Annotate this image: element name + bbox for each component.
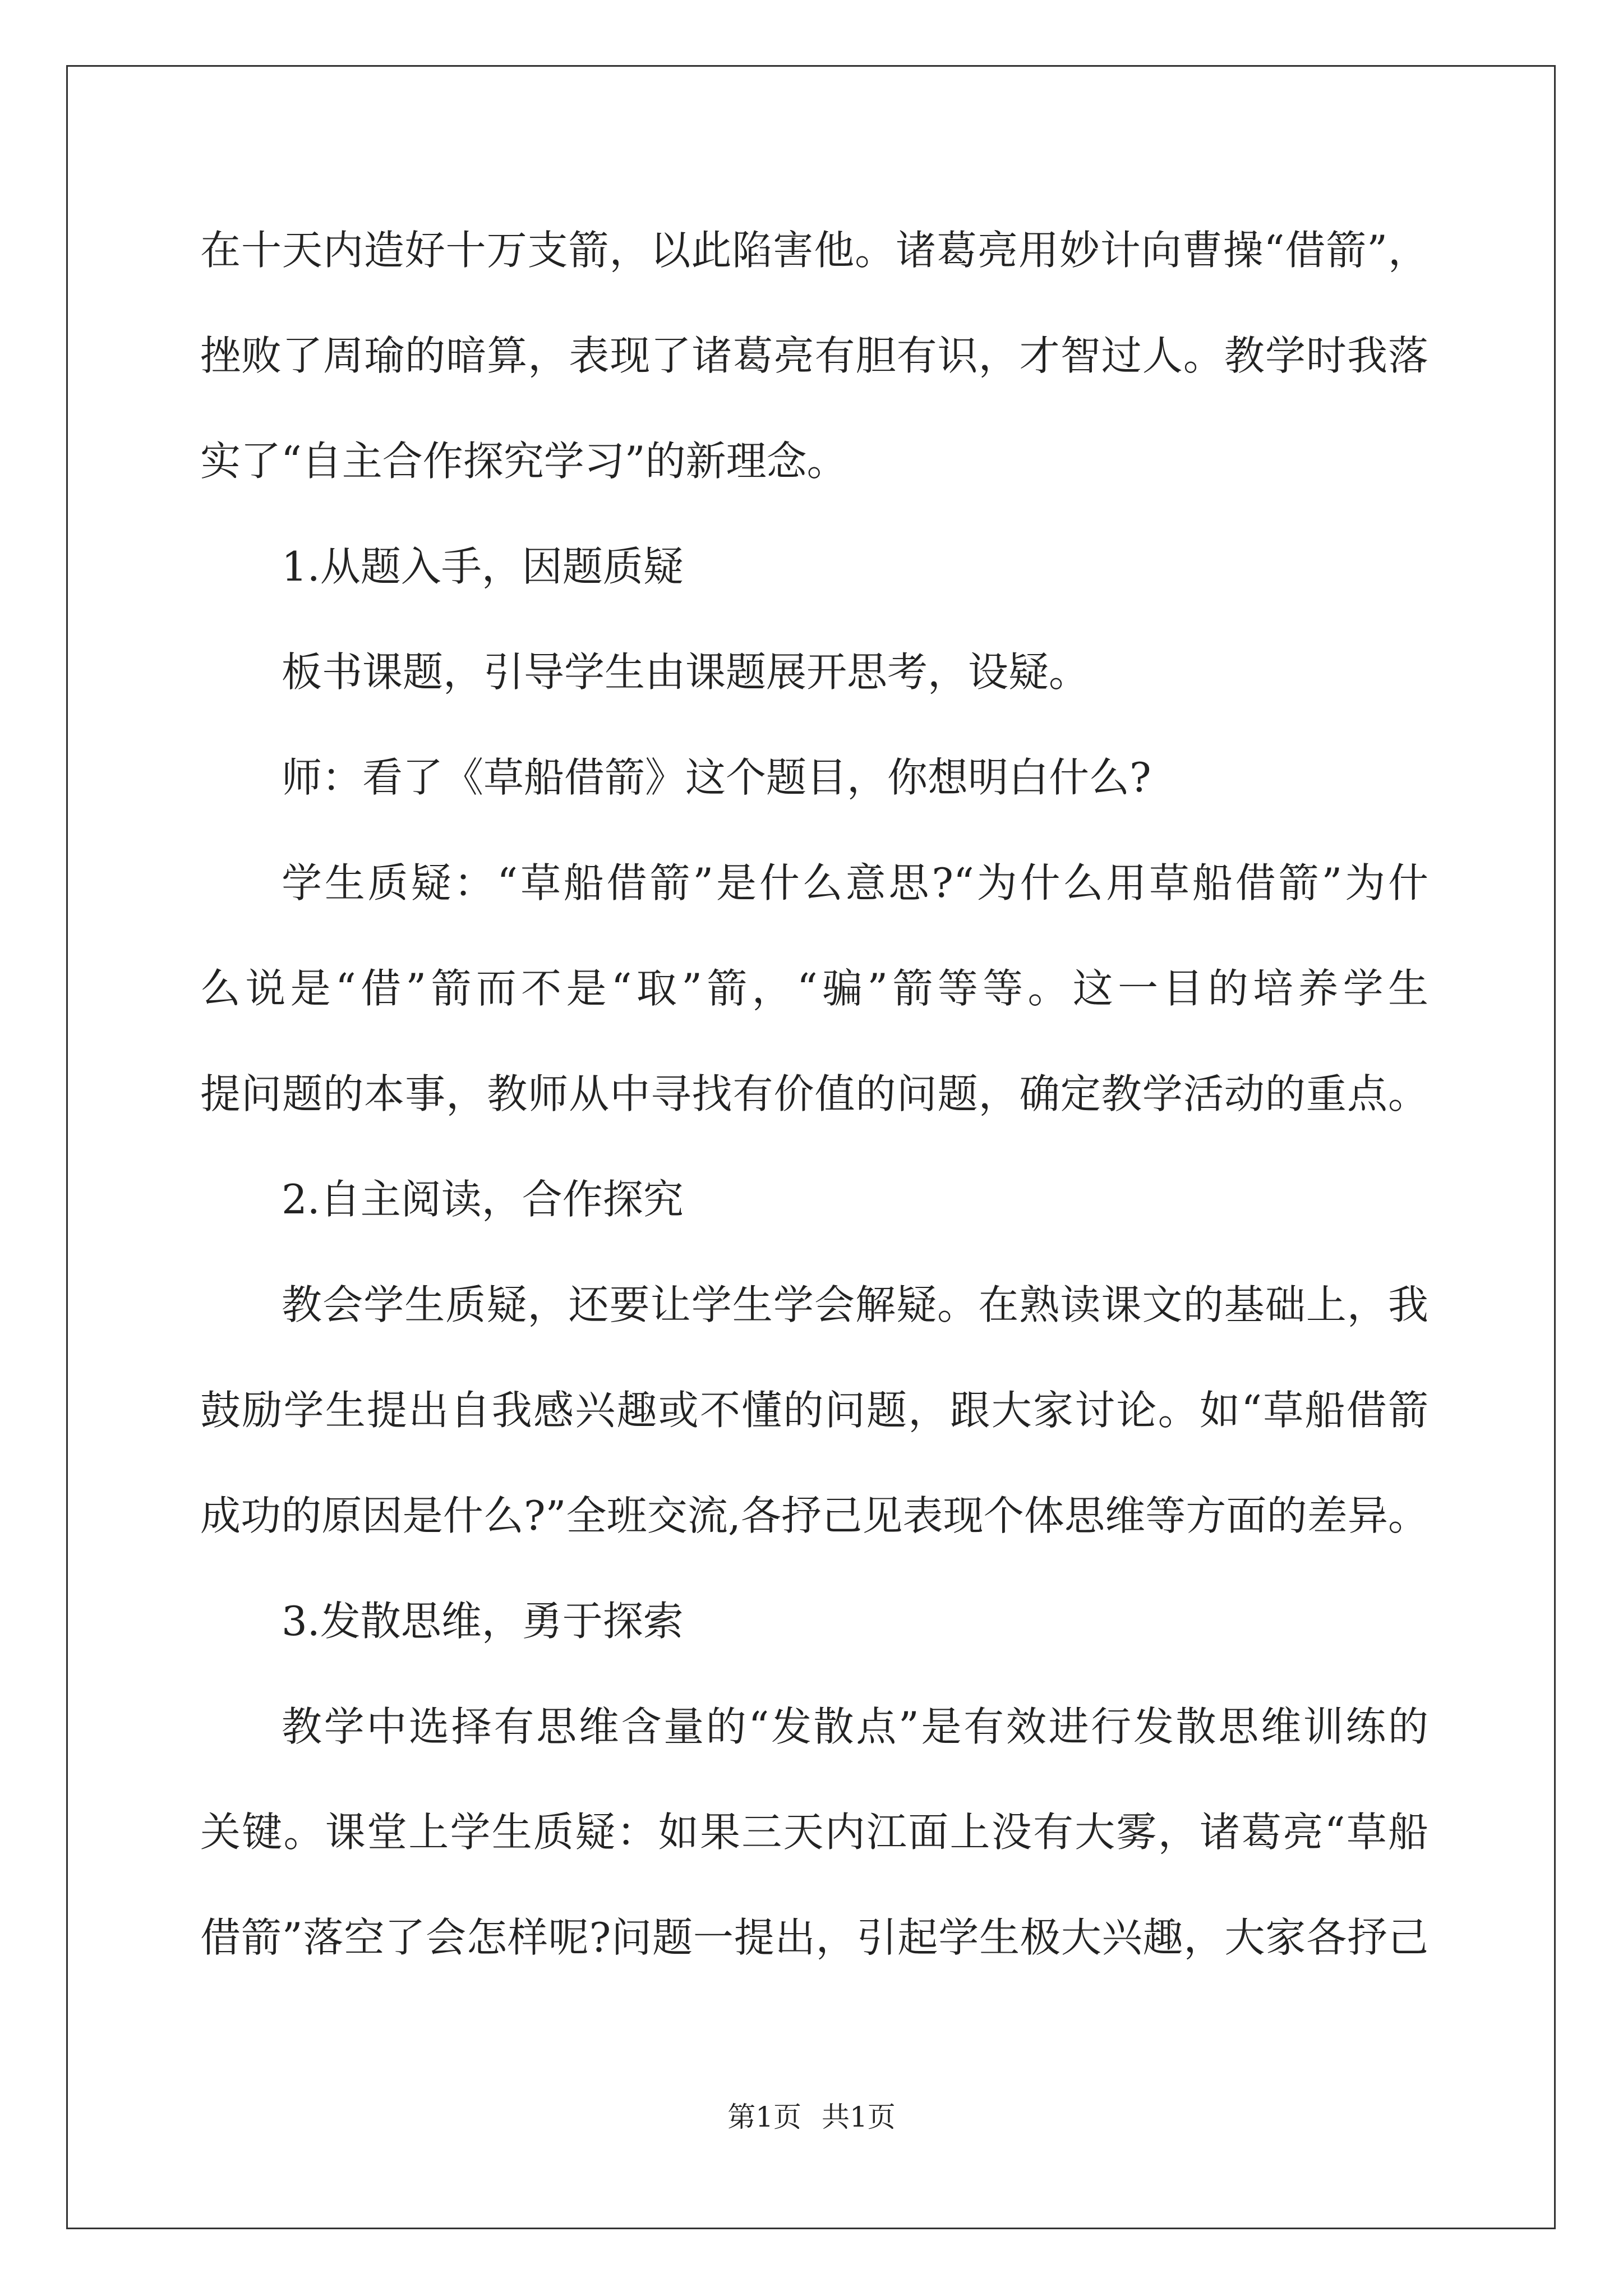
body-line: 板书课题，引导学生由课题展开思考，设疑。: [282, 648, 1090, 696]
body-line: 教学中选择有思维含量的“发散点”是有效进行发散思维训练的: [282, 1703, 1428, 1750]
body-line: 借箭”落空了会怎样呢?问题一提出，引起学生极大兴趣，大家各抒己: [200, 1914, 1428, 1961]
body-line: 挫败了周瑜的暗算，表现了诸葛亮有胆有识，才智过人。教学时我落: [200, 332, 1428, 379]
body-line: 实了“自主合作探究学习”的新理念。: [200, 438, 847, 485]
page-footer: [0, 2100, 1623, 2134]
section-heading-2: 2.自主阅读，合作探究: [282, 1176, 684, 1223]
body-line: 关键。课堂上学生质疑：如果三天内江面上没有大雾，诸葛亮“草船: [200, 1809, 1428, 1856]
body-line: 提问题的本事，教师从中寻找有价值的问题，确定教学活动的重点。: [200, 1070, 1428, 1117]
body-line: 鼓励学生提出自我感兴趣或不懂的问题，跟大家讨论。如“草船借箭: [200, 1387, 1428, 1434]
body-line: 师：看了《草船借箭》这个题目，你想明白什么?: [282, 754, 1151, 801]
section-heading-3: 3.发散思维，勇于探索: [282, 1598, 684, 1645]
section-heading-1: 1.从题入手，因题质疑: [282, 543, 684, 590]
body-line: 成功的原因是什么?”全班交流,各抒己见表现个体思维等方面的差异。: [200, 1492, 1428, 1539]
document-body: [200, 217, 1428, 2010]
body-line: 在十天内造好十万支箭，以此陷害他。诸葛亮用妙计向曹操“借箭”，: [200, 227, 1428, 274]
body-line: 学生质疑：“草船借箭”是什么意思?“为什么用草船借箭”为什: [282, 859, 1428, 907]
body-line: 么说是“借”箭而不是“取”箭，“骗”箭等等。这一目的培养学生: [200, 965, 1428, 1012]
page-number: 第1页: [727, 2101, 801, 2133]
page-total: 共1页: [822, 2101, 896, 2133]
body-line: 教会学生质疑，还要让学生学会解疑。在熟读课文的基础上，我: [282, 1281, 1428, 1328]
